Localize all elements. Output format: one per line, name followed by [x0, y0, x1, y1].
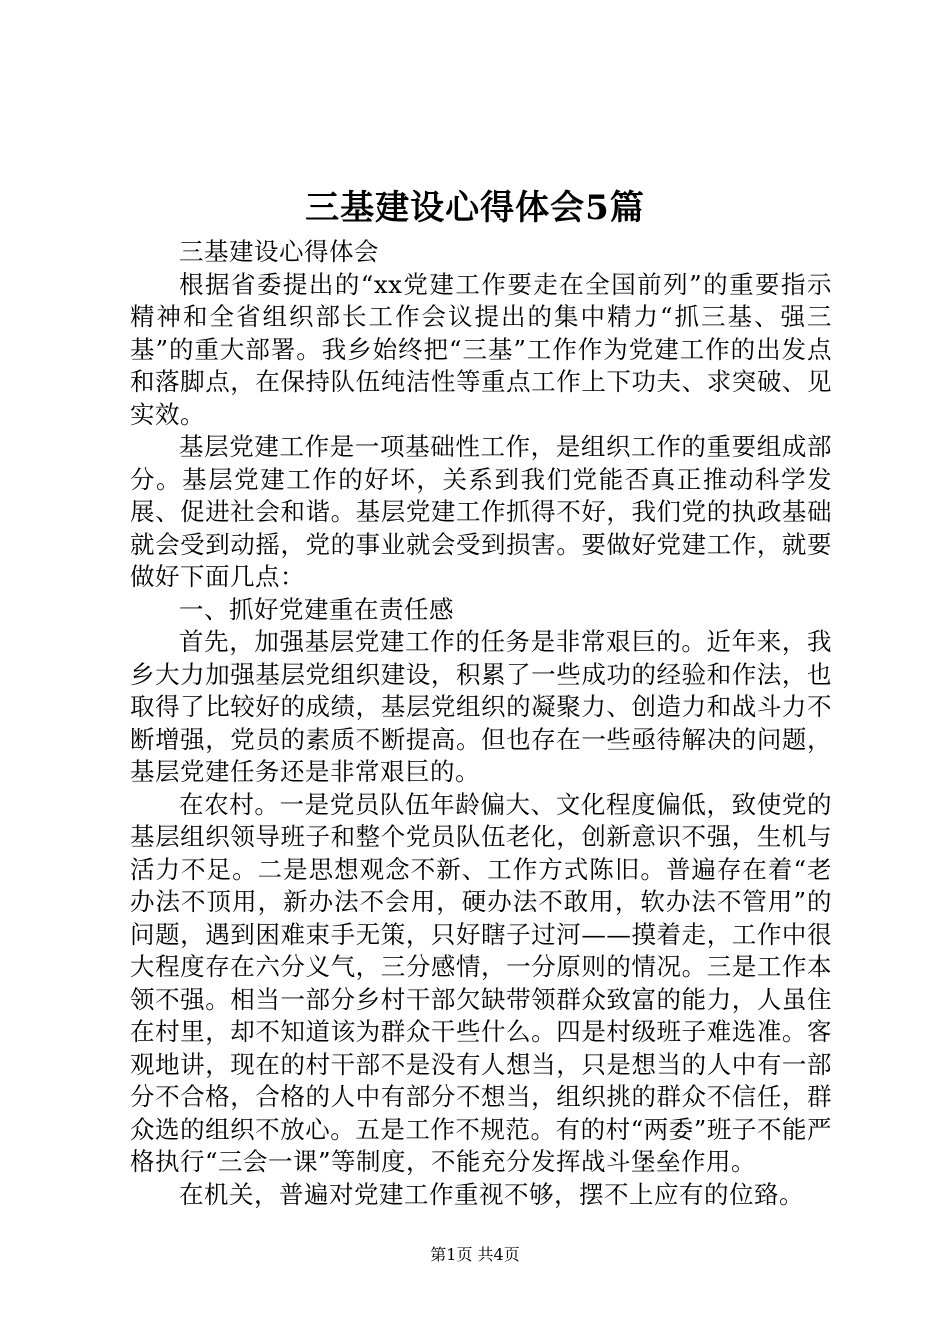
document-body [130, 236, 832, 1211]
document-title: 三基建设心得体会5篇 [305, 188, 645, 228]
body-paragraph: 在机关，普遍对党建工作重视不够，摆不上应有的位臵。 [179, 1179, 804, 1209]
body-paragraph: 首先，加强基层党建工作的任务是非常艰巨的。近年来，我乡大力加强基层党组织建设，积累了一些成功的经验和作法，也取得了比较好的成绩，基层党组织的凝聚力、创造力和战斗力不断增强，党员的素质不断提高。但也存在一些亟待解决的问题，基层党建任务还是非常艰巨的。 [130, 627, 832, 786]
body-paragraph: 在农村。一是党员队伍年龄偏大、文化程度偏低，致使党的基层组织领导班子和整个党员队伍老化，创新意识不强，生机与活力不足。二是思想观念不新、工作方式陈旧。普遍存在着“老办法不顶用，新办法不会用，硬办法不敢用，软办法不管用”的问题，遇到困难束手无策，只好瞎子过河——摸着走，工作中很大程度存在六分义气，三分感情，一分原则的情况。三是工作本领不强。相当一部分乡村干部欠缺带领群众致富的能力，人虽住在村里，却不知道该为群众干些什么。四是村级班子难选准。客观地讲，现在的村干部不是没有人想当，只是想当的人中有一部分不合格，合格的人中有部分不想当，组织挑的群众不信任，群众选的组织不放心。五是工作不规范。有的村“两委”班子不能严格执行“三会一课”等制度，不能充分发挥战斗堡垒作用。 [130, 789, 832, 1176]
page-footer: 第1页 共4页 [430, 1245, 520, 1264]
body-paragraph: 根据省委提出的“xx党建工作要走在全国前列”的重要指示精神和全省组织部长工作会议提出的集中精力“抓三基、强三基”的重大部署。我乡始终把“三基”工作作为党建工作的出发点和落脚点，在保持队伍纯洁性等重点工作上下功夫、求突破、见实效。 [130, 269, 832, 429]
body-paragraph: 基层党建工作是一项基础性工作，是组织工作的重要组成部分。基层党建工作的好坏，关系到我们党能否真正推动科学发展、促进社会和谐。基层党建工作抓得不好，我们党的执政基础就会受到动摇，党的事业就会受到损害。要做好党建工作，就要做好下面几点： [130, 432, 832, 591]
subtitle-paragraph: 三基建设心得体会 [179, 237, 379, 266]
section-heading: 一、抓好党建重在责任感 [179, 594, 454, 624]
